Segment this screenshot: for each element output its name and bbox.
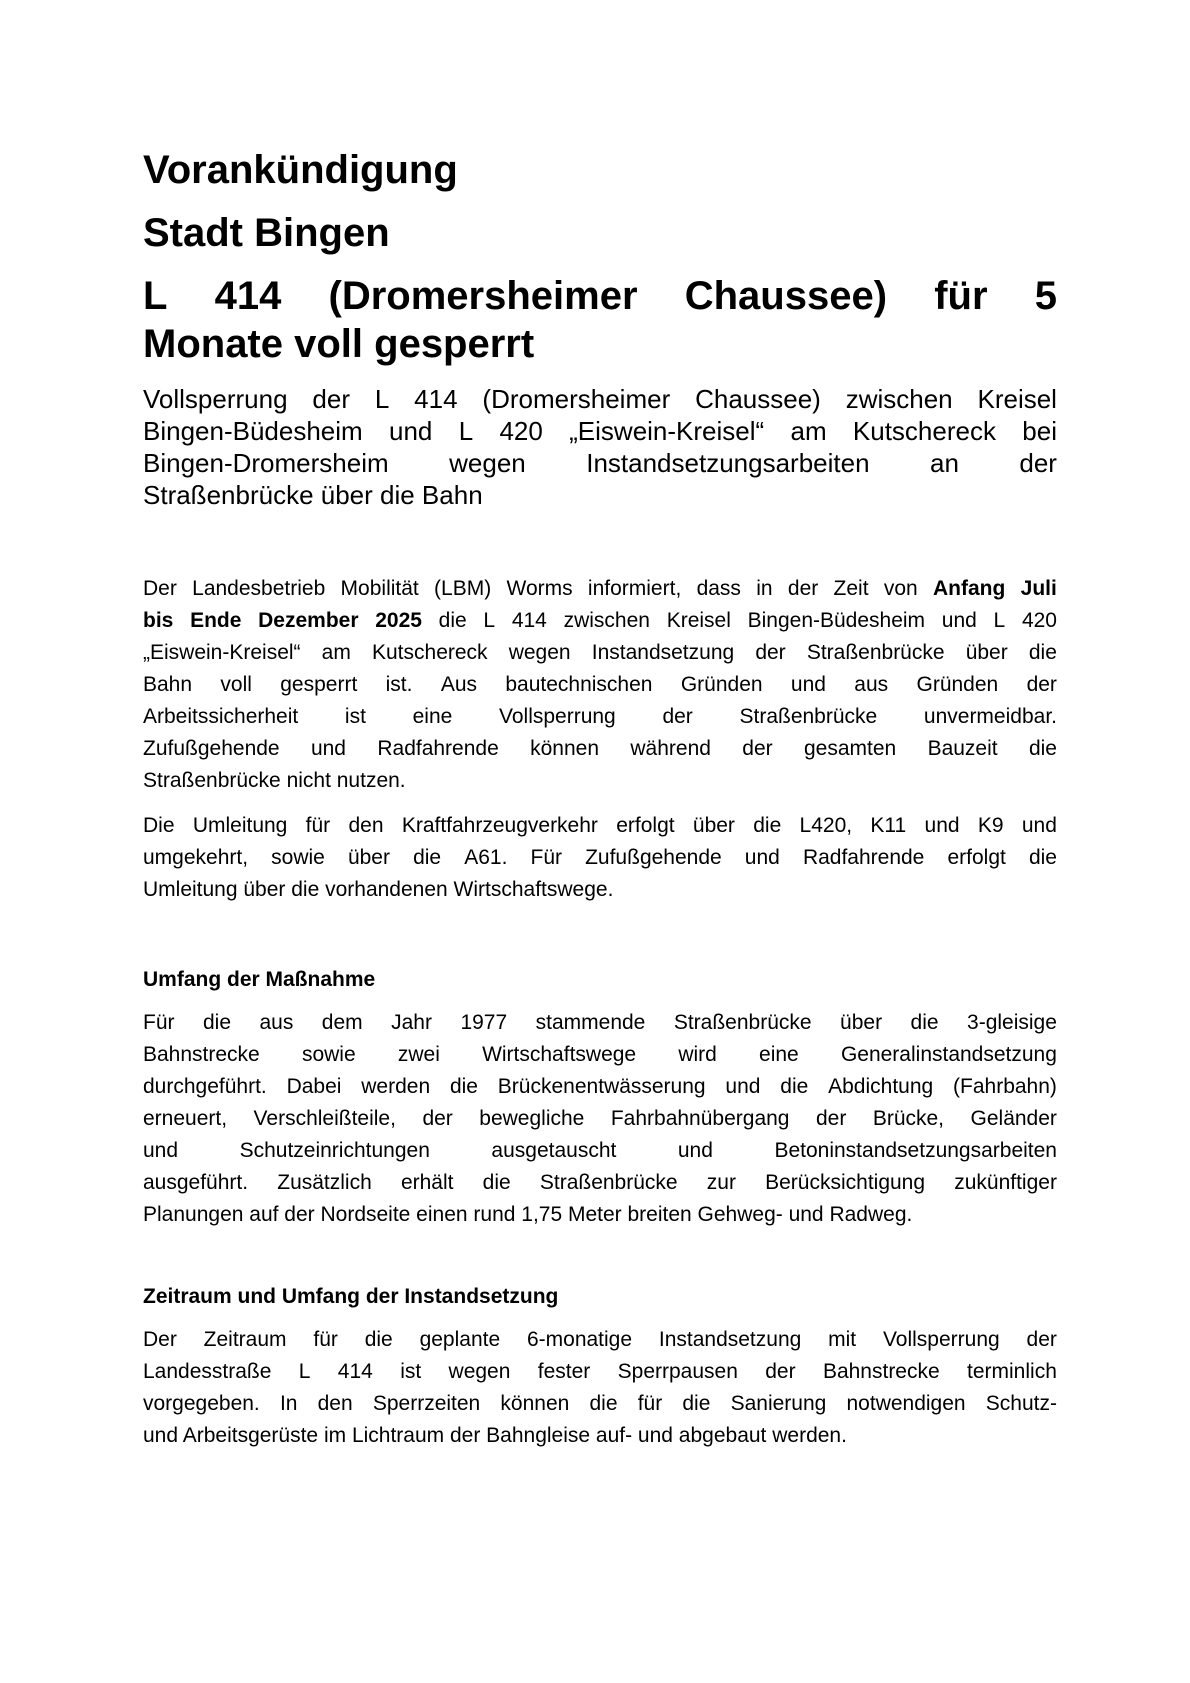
word: wird [678,1043,717,1066]
word: Anfang [933,577,1006,600]
word: für [305,814,331,837]
word: und [790,673,826,696]
word: über [692,814,735,837]
word: Zeit [833,577,869,600]
word: die [438,609,467,632]
word: eine [759,1043,799,1066]
word: 6-monatige [526,1328,633,1351]
word: Straßenbrücke [806,641,945,664]
word: Sperrzeiten [372,1392,481,1415]
word: 2025 [375,609,422,632]
word: die [449,1075,478,1098]
word: 414 [214,274,282,318]
word: wegen [508,641,571,664]
word: Kutschereck [372,641,488,664]
word: an [930,448,959,478]
word: 420 [499,416,543,446]
word: L [993,609,1006,632]
word: Brücke, [872,1107,945,1130]
word: terminlich [967,1360,1057,1383]
scope-paragraph: Für die aus dem Jahr 1977 stammende Straßenbrücke über die 3-gleisige Bahnstrecke sowie zwei Wirtschaftswege wird eine Generalinstandsetzung durchgeführt. Dabei werden die Brückenentwässerung und die Abdichtung (Fahrbahn) erneuert, Verschleißteile, der bewegliche Fahrbahnübergang der Brücke, Geländer und Schutzeinrichtungen ausgetauscht und Betoninstandsetzungsarbeiten ausgeführt. Zusätzlich erhält die Straßenbrücke zur Berücksichtigung zukünftiger Planungen auf der Nordseite einen rund 1,75 Meter breiten Gehweg- und Radweg. [143,1007,1057,1231]
word: bis [143,609,174,632]
word: Brückenentwässerung [497,1075,706,1098]
word: der [1019,448,1057,478]
word: Bahn [143,673,193,696]
word: Bahnstrecke [822,1360,940,1383]
word: 420 [1021,609,1057,632]
word: der [312,384,350,414]
word: erfolgt [616,814,675,837]
word: Instandsetzung [591,641,735,664]
word: zukünftiger [954,1171,1057,1194]
word: Umleitung [192,814,288,837]
word: Bingen-Büdesheim [747,609,926,632]
word: Arbeitssicherheit [143,705,299,728]
word: bewegliche [479,1107,585,1130]
word: Radfahrende [802,846,925,869]
word: der [787,577,819,600]
word: L [374,384,390,414]
word: der [422,1107,453,1130]
word: Jahr [391,1011,432,1034]
word: über [840,1011,883,1034]
word: Mobilität [340,577,419,600]
word: Gründen [916,673,999,696]
word: durchgeführt. [143,1075,267,1098]
word: Kraftfahrzeugverkehr [401,814,598,837]
word: Zeitraum [203,1328,287,1351]
word: für [934,274,988,318]
word: und [941,609,977,632]
word: Dabei [286,1075,342,1098]
word: Chaussee) [684,274,888,318]
word: L [298,1360,311,1383]
word: sowie [301,1043,356,1066]
word: voll [220,673,252,696]
word: die [682,1392,711,1415]
word: wegen [448,1360,511,1383]
word: für [637,1392,663,1415]
word: können [500,1392,570,1415]
word: der [1026,1328,1057,1351]
word: über [965,641,1008,664]
word: Der [143,1328,177,1351]
intro-paragraph: Der Landesbetrieb Mobilität (LBM) Worms informiert, dass in der Zeit von Anfang Juli bis Ende Dezember 2025 die L 414 zwischen Kreisel Bingen-Büdesheim und L 420 „Eiswein-Kreisel“ am Kutschereck wegen Instandsetzung der Straßenbrücke über die Bahn voll gesperrt ist. Aus bautechnischen Gründen und aus Gründen der Arbeitssicherheit ist eine Vollsperrung der Straßenbrücke unvermeidbar. Zufußgehende und Radfahrende können während der gesamten Bauzeit die Straßenbrücke nicht nutzen. [143,573,1057,797]
word: zwei [397,1043,440,1066]
word: Betoninstandsetzungsarbeiten [774,1139,1057,1162]
word: Berücksichtigung [765,1171,926,1194]
word: den [317,1392,353,1415]
word: gesamten [803,737,897,760]
word: Dezember [258,609,359,632]
word: die [1028,846,1057,869]
word: (Dromersheimer [482,384,671,414]
word: Zufußgehende [585,846,722,869]
word: Geländer [970,1107,1057,1130]
word: (Fahrbahn) [953,1075,1057,1098]
word: Zusätzlich [277,1171,372,1194]
word: die [413,846,442,869]
word: Für [530,846,562,869]
word: die [482,1171,511,1194]
word: (LBM) [434,577,492,600]
word: Sperrpausen [617,1360,738,1383]
word: der [662,705,693,728]
word: 414 [414,384,458,414]
word: Chaussee) [695,384,821,414]
word: geplante [419,1328,501,1351]
word: 1977 [460,1011,508,1034]
word: ist [400,1360,422,1383]
word: die [364,1328,393,1351]
word: am [790,416,827,446]
word: Landesbetrieb [192,577,326,600]
word: aus [854,673,889,696]
word: L [458,416,474,446]
word: Schutz- [985,1392,1057,1415]
word: Schutzeinrichtungen [239,1139,430,1162]
word: 5 [1034,274,1057,318]
word: vorgegeben. [143,1392,260,1415]
word: erhält [400,1171,454,1194]
word: Für [143,1011,175,1034]
word: die [780,1075,809,1098]
word: in [756,577,773,600]
word: die [589,1392,618,1415]
word: Fahrbahnübergang [610,1107,790,1130]
word: Aus [440,673,478,696]
word: Die [143,814,175,837]
word: über [347,846,390,869]
word: Verschleißteile, [253,1107,396,1130]
word: Straßenbrücke [739,705,878,728]
word: mit [828,1328,857,1351]
word: der [815,1107,847,1130]
word: Bingen-Dromersheim [143,448,389,478]
word: erneuert, [143,1107,228,1130]
word: der [755,641,786,664]
word: zwischen [563,609,650,632]
word: ausgetauscht [491,1139,617,1162]
word: Kutschereck [852,416,996,446]
word: stammende [535,1011,646,1034]
word: Landesstraße [143,1360,272,1383]
section-heading-timeframe: Zeitraum und Umfang der Instandsetzung [143,1285,559,1308]
word: und [677,1139,713,1162]
word: die [1028,737,1057,760]
word: notwendigen [846,1392,966,1415]
detour-paragraph: Die Umleitung für den Kraftfahrzeugverkehr erfolgt über die L420, K11 und K9 und umgekehrt, sowie über die A61. Für Zufußgehende und Radfahrende erfolgt die Umleitung über die vorhandenen Wirtschaftswege. [143,810,1057,906]
word: Instandsetzung [658,1328,802,1351]
word: der [1026,673,1057,696]
word: K11 [870,814,907,837]
word: die [753,814,782,837]
subtitle: Vollsperrung der L 414 (Dromersheimer Chaussee) zwischen Kreisel Bingen-Büdesheim und L 420 „Eiswein-Kreisel“ am Kutschereck bei Bingen-Dromersheim wegen Instandsetzungsarbeiten an der Straßenbrücke über die Bahn [143,384,1057,510]
word: und [725,1075,761,1098]
word: werden [361,1075,431,1098]
word: der [742,737,773,760]
word: L [483,609,496,632]
word: ist. [385,673,413,696]
word: „Eiswein-Kreisel“ [569,416,765,446]
word: für [313,1328,338,1351]
word: Radfahrende [377,737,499,760]
word: und [924,814,960,837]
word: dass [696,577,741,600]
word: umgekehrt, [143,846,249,869]
title-line-closure: L 414 (Dromersheimer Chaussee) für 5 Monate voll gesperrt [143,274,1057,366]
word: fester [537,1360,591,1383]
word: und [744,846,780,869]
word: Zufußgehende [143,737,280,760]
word: wegen [449,448,526,478]
word: Instandsetzungsarbeiten [586,448,870,478]
word: ist [344,705,366,728]
timeframe-paragraph: Der Zeitraum für die geplante 6-monatige Instandsetzung mit Vollsperrung der Landesstraße L 414 ist wegen fester Sperrpausen der Bahnstrecke terminlich vorgegeben. In den Sperrzeiten können die für die Sanierung notwendigen Schutz- und Arbeitsgerüste im Lichtraum der Bahngleise auf- und abgebaut werden. [143,1324,1057,1452]
word: „Eiswein-Kreisel“ [143,641,301,664]
word: 414 [337,1360,373,1383]
word: während [630,737,711,760]
word: Kreisel [666,609,731,632]
word: sowie [271,846,325,869]
word: Abdichtung [828,1075,934,1098]
word: die [202,1011,231,1034]
title-line-announcement: Vorankündigung [143,148,458,192]
word: Juli [1020,577,1057,600]
word: dem [321,1011,363,1034]
word: von [883,577,918,600]
word: Vollsperrung [882,1328,1000,1351]
word: und [389,416,433,446]
word: Bahnstrecke [143,1043,260,1066]
section-heading-scope: Umfang der Maßnahme [143,968,376,991]
word: den [348,814,384,837]
word: Sanierung [730,1392,827,1415]
word: L420, [799,814,853,837]
word: In [279,1392,298,1415]
word: und [1021,814,1057,837]
word: A61. [464,846,508,869]
word: Der [143,577,177,600]
word: 414 [511,609,547,632]
word: Vollsperrung [499,705,616,728]
word: Bauzeit [927,737,998,760]
word: Generalinstandsetzung [840,1043,1057,1066]
word: gesperrt [280,673,358,696]
word: Wirtschaftswege [482,1043,637,1066]
word: Bingen-Büdesheim [143,416,363,446]
word: Straßenbrücke [673,1011,812,1034]
word: am [321,641,351,664]
word: und [143,1139,179,1162]
word: bautechnischen [505,673,653,696]
word: erfolgt [947,846,1006,869]
word: L [143,274,168,318]
title-line-city: Stadt Bingen [143,211,390,255]
word: aus [259,1011,294,1034]
word: die [1028,641,1057,664]
word: Vollsperrung [143,384,288,414]
word: 3-gleisige [967,1011,1057,1034]
word: zur [706,1171,736,1194]
word: unvermeidbar. [923,705,1057,728]
word: und [310,737,346,760]
word: der [765,1360,796,1383]
word: Gründen [680,673,763,696]
word: eine [412,705,453,728]
word: Straßenbrücke [539,1171,678,1194]
word: informiert, [587,577,682,600]
word: Ende [190,609,242,632]
word: (Dromersheimer [328,274,638,318]
word: Worms [506,577,573,600]
word: können [530,737,600,760]
word: bei [1022,416,1057,446]
word: zwischen [845,384,953,414]
word: die [910,1011,939,1034]
word: ausgeführt. [143,1171,249,1194]
word: K9 [977,814,1004,837]
word: Kreisel [977,384,1057,414]
